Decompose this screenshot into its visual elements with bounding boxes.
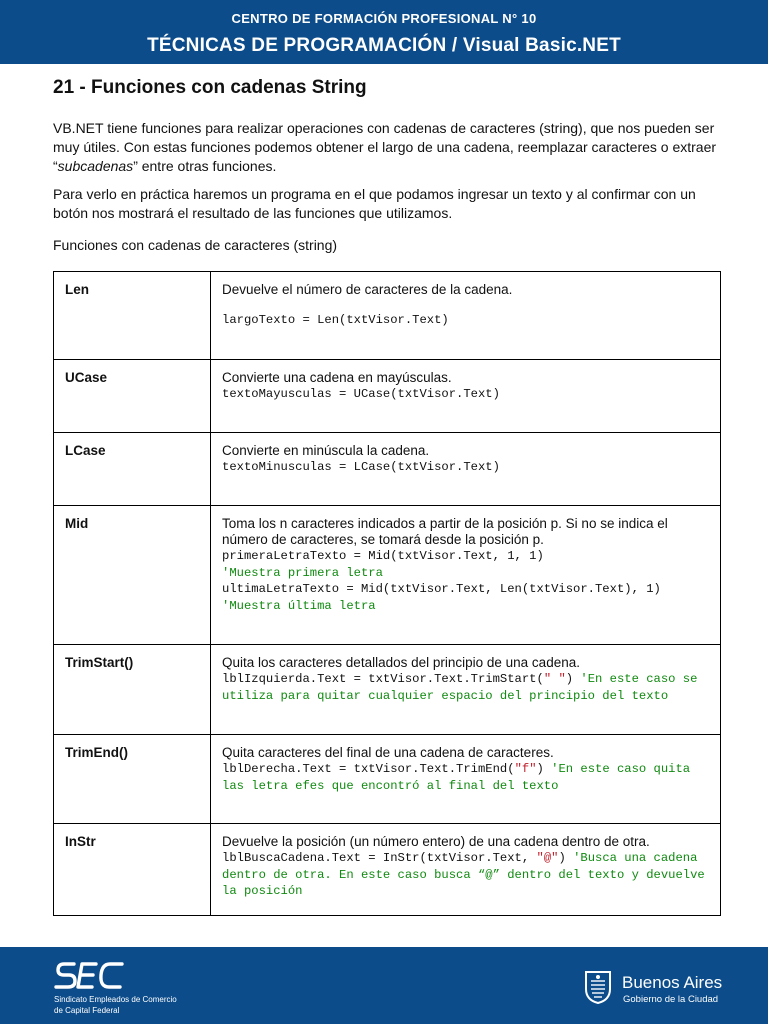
code-comment: 'En este caso quita las letra efes que encontró al final del texto <box>222 762 698 793</box>
function-name: InStr <box>54 824 211 916</box>
table-row <box>54 506 721 645</box>
page-header <box>0 0 768 64</box>
function-description <box>211 433 721 506</box>
description-text: Toma los n caracteres indicados a partir de la posición p. Si no se indica el número de caracteres, se tomará desde la posición p. <box>222 516 668 547</box>
string-literal: "f" <box>514 762 537 776</box>
function-name: LCase <box>54 433 211 506</box>
institution-name: CENTRO DE FORMACIÓN PROFESIONAL N° 10 <box>231 11 537 26</box>
string-literal: " " <box>543 672 566 686</box>
code-comment: 'Busca una cadena dentro de otra. En este caso busca “@” dentro del texto y devuelve la posición <box>222 851 713 898</box>
description-text: Devuelve el número de caracteres de la cadena. <box>222 282 513 297</box>
function-description <box>211 735 721 824</box>
intro-paragraph: VB.NET tiene funciones para realizar operaciones con cadenas de caracteres (string), que nos pueden ser muy útiles. Con estas funciones podemos obtener el largo de una cadena, reemplazar caracteres o extraer “subcadenas” entre otras funciones. <box>53 120 717 174</box>
buenos-aires-subtitle: Gobierno de la Ciudad <box>623 994 719 1005</box>
table-row <box>54 433 721 506</box>
code-comment: 'En este caso se utiliza para quitar cualquier espacio del principio del texto <box>222 672 705 703</box>
emphasis-subcadenas: subcadenas <box>57 158 134 174</box>
sec-name: Sindicato Empleados de Comercio de Capital Federal <box>54 995 177 1015</box>
table-row <box>54 824 721 916</box>
function-name: TrimStart() <box>54 645 211 735</box>
course-title: TÉCNICAS DE PROGRAMACIÓN / Visual Basic.NET <box>147 35 621 56</box>
code-comment: 'Muestra primera letra <box>222 565 383 580</box>
functions-table <box>53 271 721 916</box>
code-comment: 'Muestra última letra <box>222 598 376 613</box>
function-name: UCase <box>54 360 211 433</box>
table-row <box>54 360 721 433</box>
table-row <box>54 272 721 360</box>
code-line: lblBuscaCadena.Text = InStr(txtVisor.Text, "@") 'Busca una cadena dentro de otra. En este caso busca “@” dentro del texto y devuelve la posición <box>222 851 713 898</box>
function-name: Mid <box>54 506 211 645</box>
function-description <box>211 360 721 433</box>
table-row <box>54 645 721 735</box>
practice-paragraph: Para verlo en práctica haremos un programa en el que podamos ingresar un texto y al confirmar con un botón nos mostrará el resultado de las funciones que utilizamos. <box>53 186 696 221</box>
function-description <box>211 506 721 645</box>
string-literal: "@" <box>536 851 559 865</box>
function-description <box>211 645 721 735</box>
table-row <box>54 735 721 824</box>
table-caption: Funciones con cadenas de caracteres (string) <box>53 237 338 253</box>
function-description <box>211 272 721 360</box>
description-text: Quita los caracteres detallados del principio de una cadena. <box>222 655 580 670</box>
code-line: textoMayusculas = UCase(txtVisor.Text) <box>222 387 500 401</box>
sec-logo <box>52 958 152 992</box>
code-line: lblDerecha.Text = txtVisor.Text.TrimEnd("f") 'En este caso quita las letra efes que encontró al final del texto <box>222 762 698 793</box>
function-name: Len <box>54 272 211 360</box>
code-line: largoTexto = Len(txtVisor.Text) <box>222 313 449 327</box>
code-line: textoMinusculas = LCase(txtVisor.Text) <box>222 460 500 474</box>
function-description <box>211 824 721 916</box>
description-text: Convierte una cadena en mayúsculas. <box>222 370 452 385</box>
page-footer <box>0 947 768 1024</box>
code-line: ultimaLetraTexto = Mid(txtVisor.Text, Len(txtVisor.Text), 1) <box>222 582 661 596</box>
description-text: Devuelve la posición (un número entero) de una cadena dentro de otra. <box>222 834 650 849</box>
description-text: Convierte en minúscula la cadena. <box>222 443 430 458</box>
page-title: 21 - Funciones con cadenas String <box>53 77 367 98</box>
code-line: primeraLetraTexto = Mid(txtVisor.Text, 1, 1) <box>222 549 544 563</box>
city-badge-icon <box>583 969 613 1005</box>
function-name: TrimEnd() <box>54 735 211 824</box>
description-text: Quita caracteres del final de una cadena de caracteres. <box>222 745 554 760</box>
code-line: lblIzquierda.Text = txtVisor.Text.TrimStart(" ") 'En este caso se utiliza para quitar cualquier espacio del principio del texto <box>222 672 705 703</box>
buenos-aires-logo-text: Buenos Aires <box>622 973 723 992</box>
